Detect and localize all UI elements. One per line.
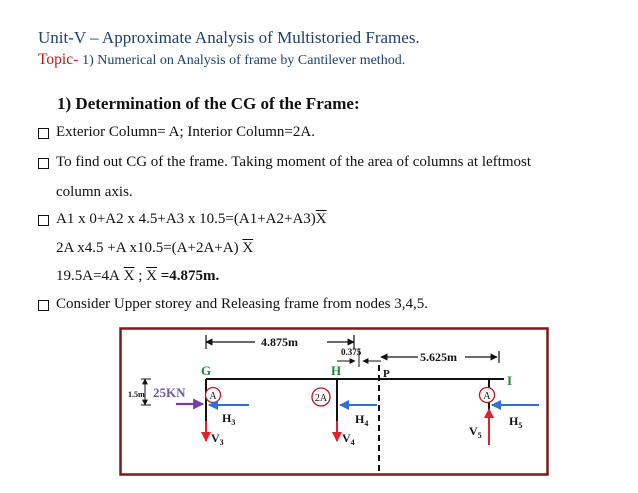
column-area-label-middle: 2A xyxy=(314,393,328,404)
equation-moment-text: A1 x 0+A2 x 4.5+A3 x 10.5=(A1+A2+A3) xyxy=(56,211,316,227)
equation-moment xyxy=(56,211,327,228)
topic-line xyxy=(38,51,405,69)
dim-label-15m: 1.5m xyxy=(128,390,145,399)
xbar-symbol: $\overline{X}$ xyxy=(242,240,254,256)
dim-label-4875: 4.875m xyxy=(261,335,298,349)
node-label-i: I xyxy=(507,373,513,388)
v4-label: $V_4$ xyxy=(342,431,355,447)
h3-label: $H_3$ xyxy=(222,411,236,427)
bullet-cg-line2: column axis. xyxy=(56,184,133,200)
equation-result-value: =4.875m. xyxy=(156,268,220,284)
checkbox-bullet-icon xyxy=(38,300,49,311)
equation-substituted-text: 2A x4.5 +A x10.5=(A+2A+A) xyxy=(56,240,239,256)
column-area-label-left: A xyxy=(209,391,217,402)
xbar-symbol: $\overline{X}$ xyxy=(146,268,157,284)
bullet-exterior-interior: Exterior Column= A; Interior Column=2A. xyxy=(56,124,315,140)
dim-label-5625: 5.625m xyxy=(420,350,457,364)
xbar-symbol: $\overline{X}$ xyxy=(123,268,135,284)
equation-substituted xyxy=(56,240,253,257)
dim-label-0375: 0.375 xyxy=(341,347,362,357)
v5-label: $V_5$ xyxy=(469,424,482,440)
equation-result xyxy=(56,268,219,285)
equation-result-lhs: 19.5A=4A xyxy=(56,268,120,284)
slide-title: Unit-V – Approximate Analysis of Multistoried Frames. xyxy=(38,28,420,47)
checkbox-bullet-icon xyxy=(38,158,49,169)
xbar-symbol: $\overline{X}$ xyxy=(315,211,327,227)
node-label-h: H xyxy=(331,363,342,378)
h5-label: $H_5$ xyxy=(509,414,523,430)
topic-text: 1) Numerical on Analysis of frame by Cantilever method. xyxy=(82,53,406,68)
load-label: 25KN xyxy=(153,385,186,400)
equation-result-sep: ; xyxy=(134,268,147,284)
column-area-label-right: A xyxy=(483,391,491,402)
frame-diagram xyxy=(119,327,549,477)
section-heading: 1) Determination of the CG of the Frame: xyxy=(57,94,360,113)
checkbox-bullet-icon xyxy=(38,128,49,139)
topic-label: Topic- xyxy=(38,51,83,68)
node-label-p: P xyxy=(383,368,390,380)
bullet-cg-line1: To find out CG of the frame. Taking moment of the area of columns at leftmost xyxy=(56,154,532,170)
h4-label: $H_4$ xyxy=(355,412,369,428)
v3-label: $V_3$ xyxy=(211,431,224,447)
checkbox-bullet-icon xyxy=(38,215,49,226)
bullet-upper-storey: Consider Upper storey and Releasing frame from nodes 3,4,5. xyxy=(56,296,428,312)
node-label-g: G xyxy=(201,363,212,378)
